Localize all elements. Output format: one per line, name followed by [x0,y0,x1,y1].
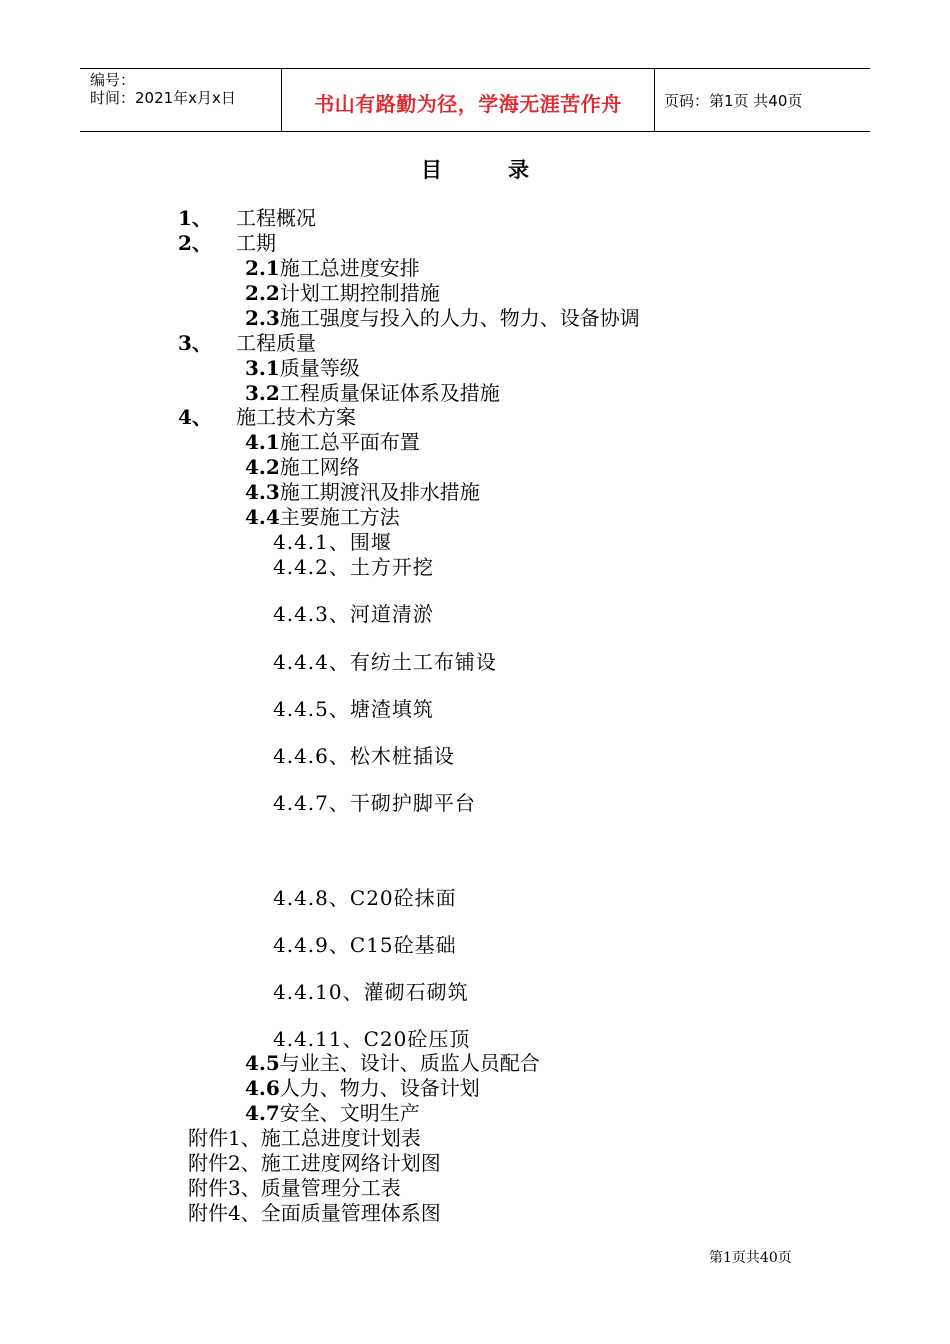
toc-entry[interactable]: 4.4主要施工方法 [245,505,400,529]
toc-entry[interactable]: 4.4.2、土方开挖 [273,555,434,579]
toc-entry[interactable]: 4.6人力、物力、设备计划 [245,1076,480,1100]
toc-entry[interactable]: 3、 工程质量 [178,331,316,355]
toc-entry[interactable]: 4.1施工总平面布置 [245,430,420,454]
toc-entry[interactable]: 3.2工程质量保证体系及措施 [245,381,500,405]
toc-attachment[interactable]: 附件1、施工总进度计划表 [188,1126,421,1150]
toc-entry[interactable]: 4.3施工期渡汛及排水措施 [245,480,480,504]
toc-entry[interactable]: 4.4.1、围堰 [273,530,392,554]
page-footer: 第1页共40页 [709,1250,792,1266]
toc-entry[interactable]: 4.2施工网络 [245,455,360,479]
toc-entry[interactable]: 4.4.3、河道清淤 [273,602,434,626]
toc-title-char: 录 [508,157,529,182]
toc-entry[interactable]: 4.4.4、有纺土工布铺设 [273,650,497,674]
toc-entry[interactable]: 4.4.5、塘渣填筑 [273,697,434,721]
toc-entry[interactable]: 4.4.8、C20砼抹面 [273,886,457,910]
toc-entry[interactable]: 2、 工期 [178,231,276,255]
toc-entry[interactable]: 2.1施工总进度安排 [245,256,420,280]
toc-entry[interactable]: 4.4.6、松木桩插设 [273,744,455,768]
toc-entry[interactable]: 4.4.11、C20砼压顶 [273,1027,471,1051]
toc-entry[interactable]: 4.4.7、干砌护脚平台 [273,791,476,815]
toc-entry[interactable]: 4.4.10、灌砌石砌筑 [273,980,469,1004]
toc-entry[interactable]: 4.5与业主、设计、质监人员配合 [245,1051,540,1075]
header-page-info: 页码：第1页 共40页 [664,92,803,110]
toc-entry[interactable]: 2.2计划工期控制措施 [245,281,440,305]
toc-entry[interactable]: 4.4.9、C15砼基础 [273,933,457,957]
toc-entry[interactable]: 3.1质量等级 [245,356,360,380]
toc-attachment[interactable]: 附件3、质量管理分工表 [188,1176,401,1200]
time-label: 时间：2021年x月x日 [90,89,236,107]
serial-label: 编号： [90,71,136,89]
header-motto: 书山有路勤为径，学海无涯苦作舟 [314,92,622,116]
toc-entry[interactable]: 4、 施工技术方案 [178,405,356,429]
toc-entry[interactable]: 1、 工程概况 [178,206,316,230]
toc-attachment[interactable]: 附件4、全面质量管理体系图 [188,1201,441,1225]
toc-attachment[interactable]: 附件2、施工进度网络计划图 [188,1151,441,1175]
toc-entry[interactable]: 2.3施工强度与投入的人力、物力、设备协调 [245,306,640,330]
toc-entry[interactable]: 4.7安全、文明生产 [245,1101,420,1125]
toc-title-char: 目 [421,157,442,182]
